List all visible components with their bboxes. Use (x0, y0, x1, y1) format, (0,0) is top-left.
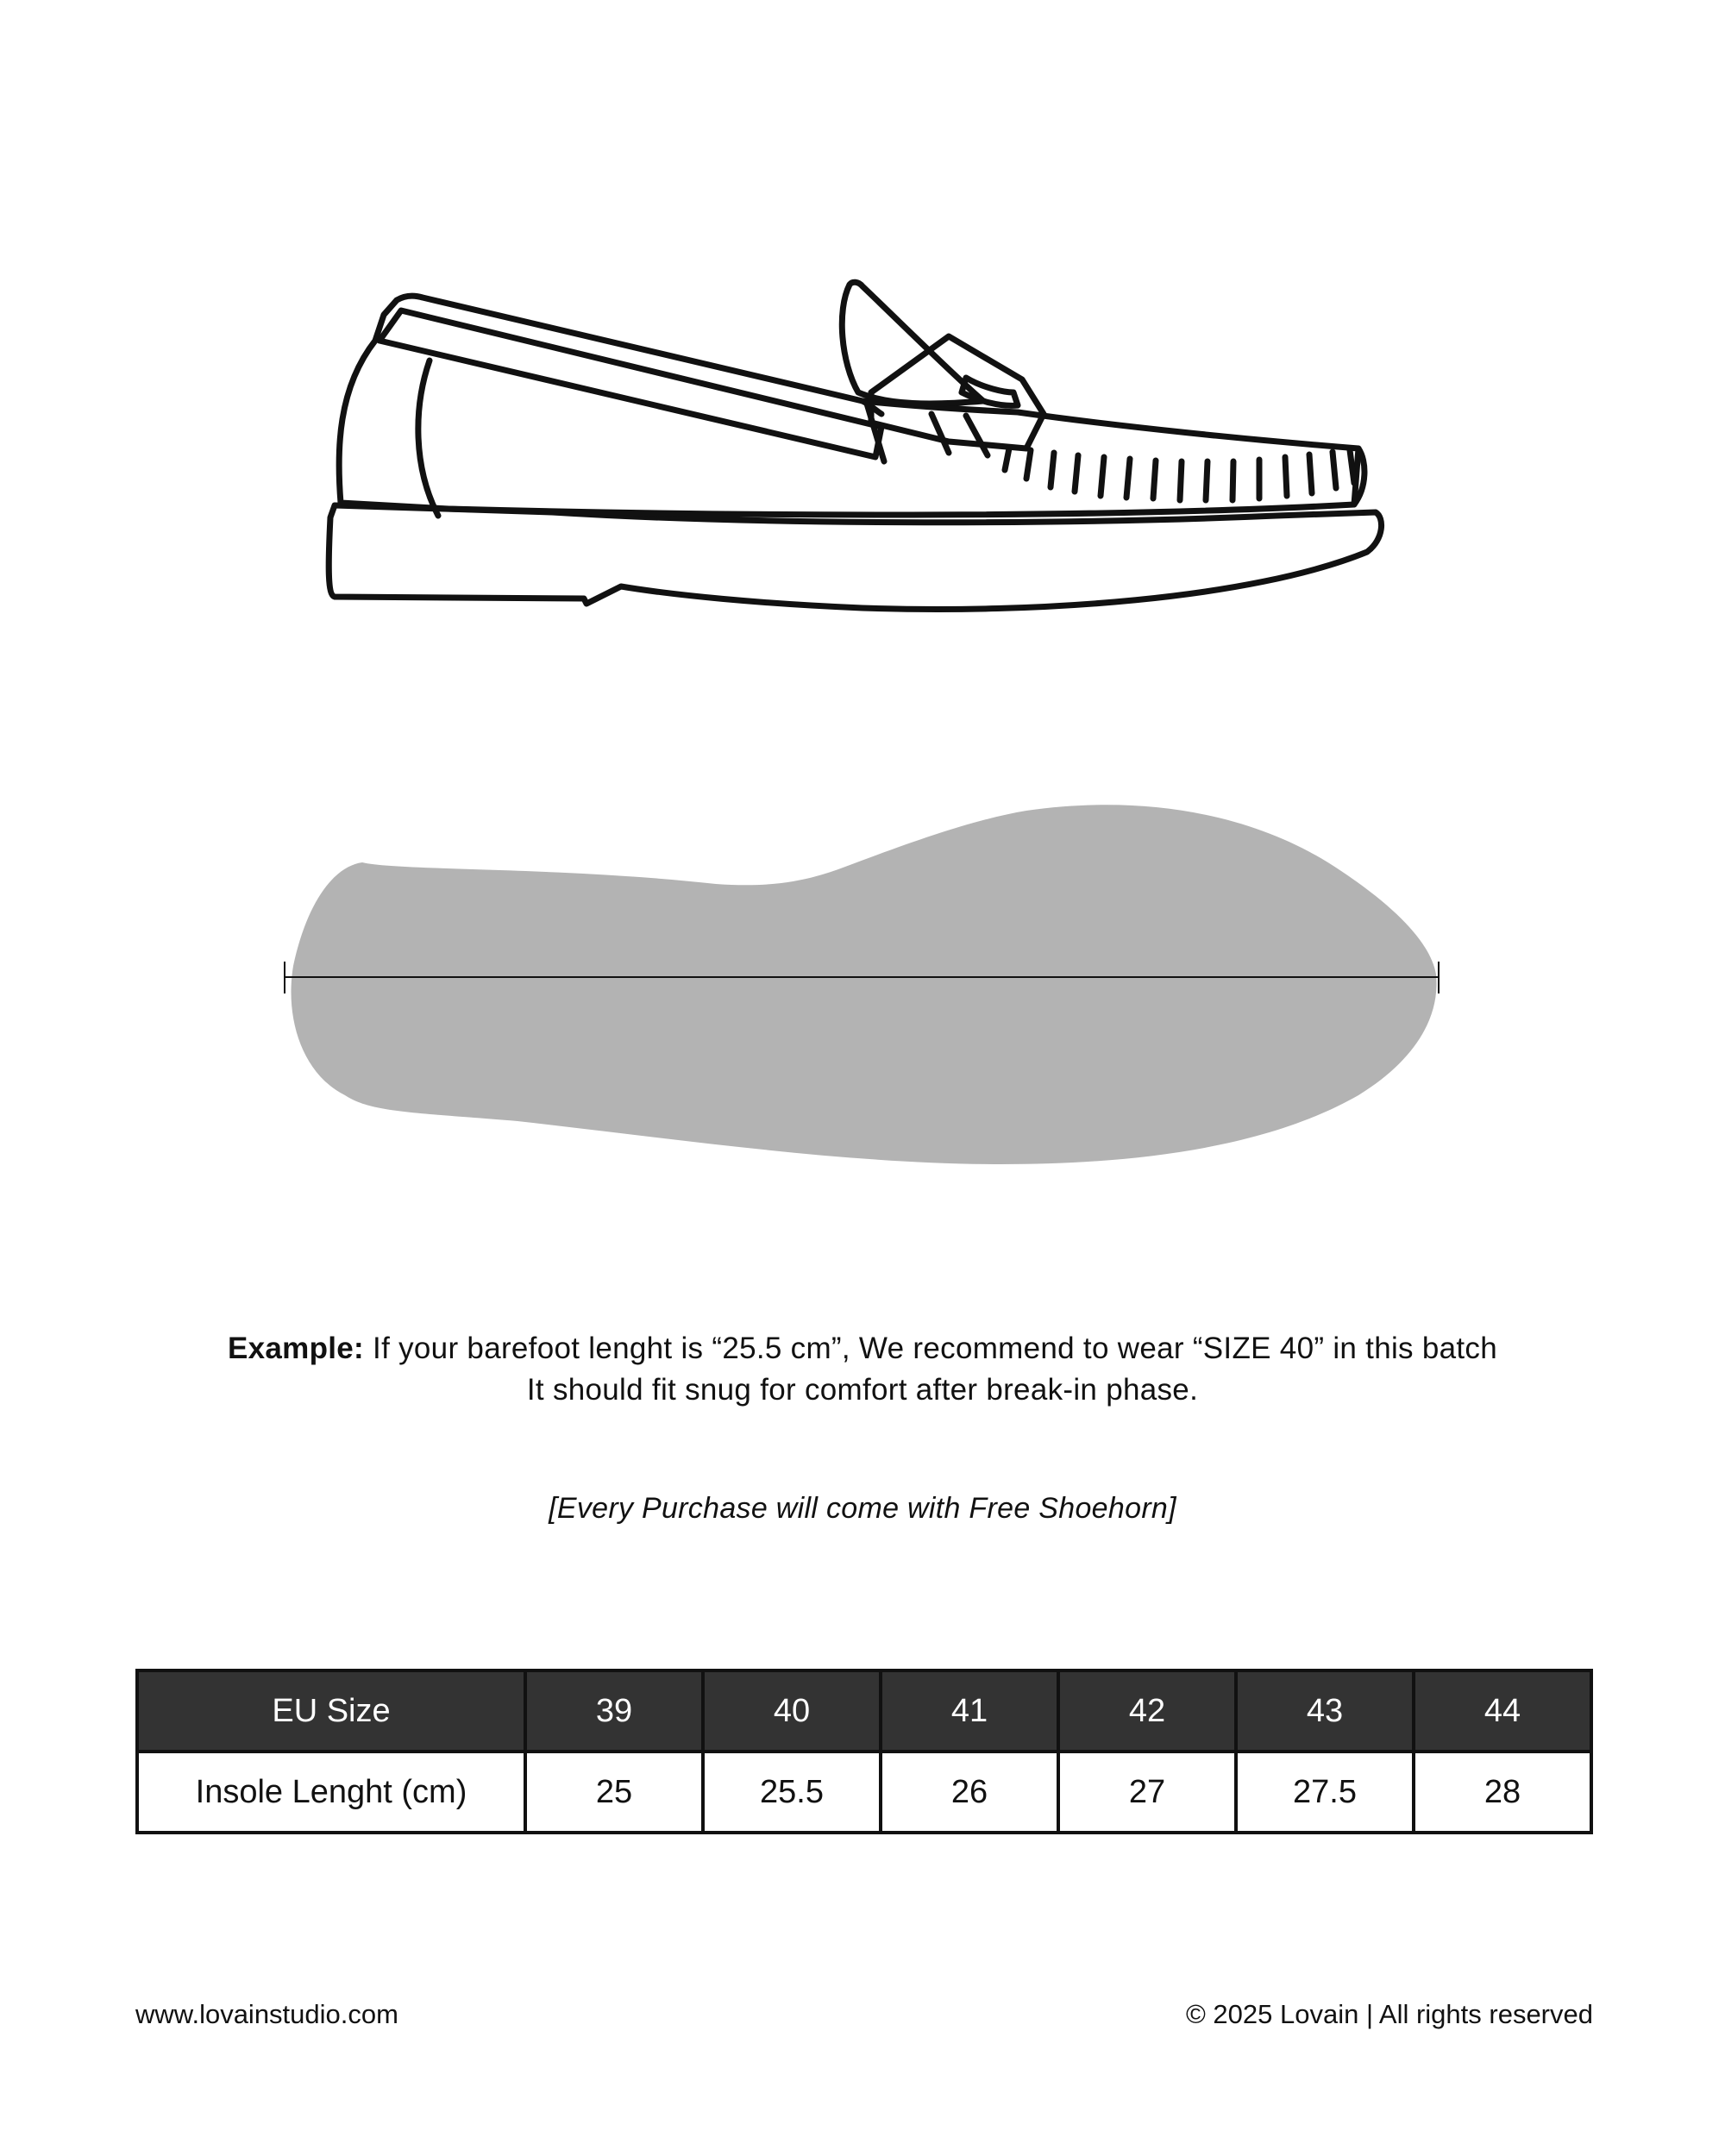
size-cell: 39 (525, 1670, 703, 1752)
header-label: EU Size (137, 1670, 525, 1752)
length-cell: 28 (1414, 1752, 1591, 1833)
length-row (137, 1752, 1591, 1833)
size-cell: 44 (1414, 1670, 1591, 1752)
insole-icon (292, 805, 1437, 1164)
size-cell: 42 (1058, 1670, 1236, 1752)
example-line-1-text: If your barefoot lenght is “25.5 cm”, We recommend to wear “SIZE 40” in this batch (373, 1332, 1497, 1365)
example-line-2: It should fit snug for comfort after break-in phase. (526, 1373, 1199, 1407)
loafer-shoe-icon (329, 282, 1381, 609)
length-cell: 25 (525, 1752, 703, 1833)
example-lead: Example: (227, 1332, 365, 1365)
example-line-1 (0, 1328, 1725, 1369)
length-cell: 27 (1058, 1752, 1236, 1833)
length-cell: 26 (881, 1752, 1058, 1833)
length-cell: 25.5 (703, 1752, 881, 1833)
copyright-text: © 2025 Lovain | All rights reserved (1185, 1999, 1593, 2029)
size-cell: 43 (1236, 1670, 1414, 1752)
size-cell: 40 (703, 1670, 881, 1752)
shoehorn-note: [Every Purchase will come with Free Shoehorn] (549, 1492, 1176, 1525)
website-text: www.lovainstudio.com (135, 1999, 398, 2029)
length-cell: 27.5 (1236, 1752, 1414, 1833)
size-header-row (137, 1670, 1591, 1752)
row-label: Insole Lenght (cm) (137, 1752, 525, 1833)
size-cell: 41 (881, 1670, 1058, 1752)
size-table (135, 1669, 1593, 1834)
example-text (0, 1328, 1725, 1411)
